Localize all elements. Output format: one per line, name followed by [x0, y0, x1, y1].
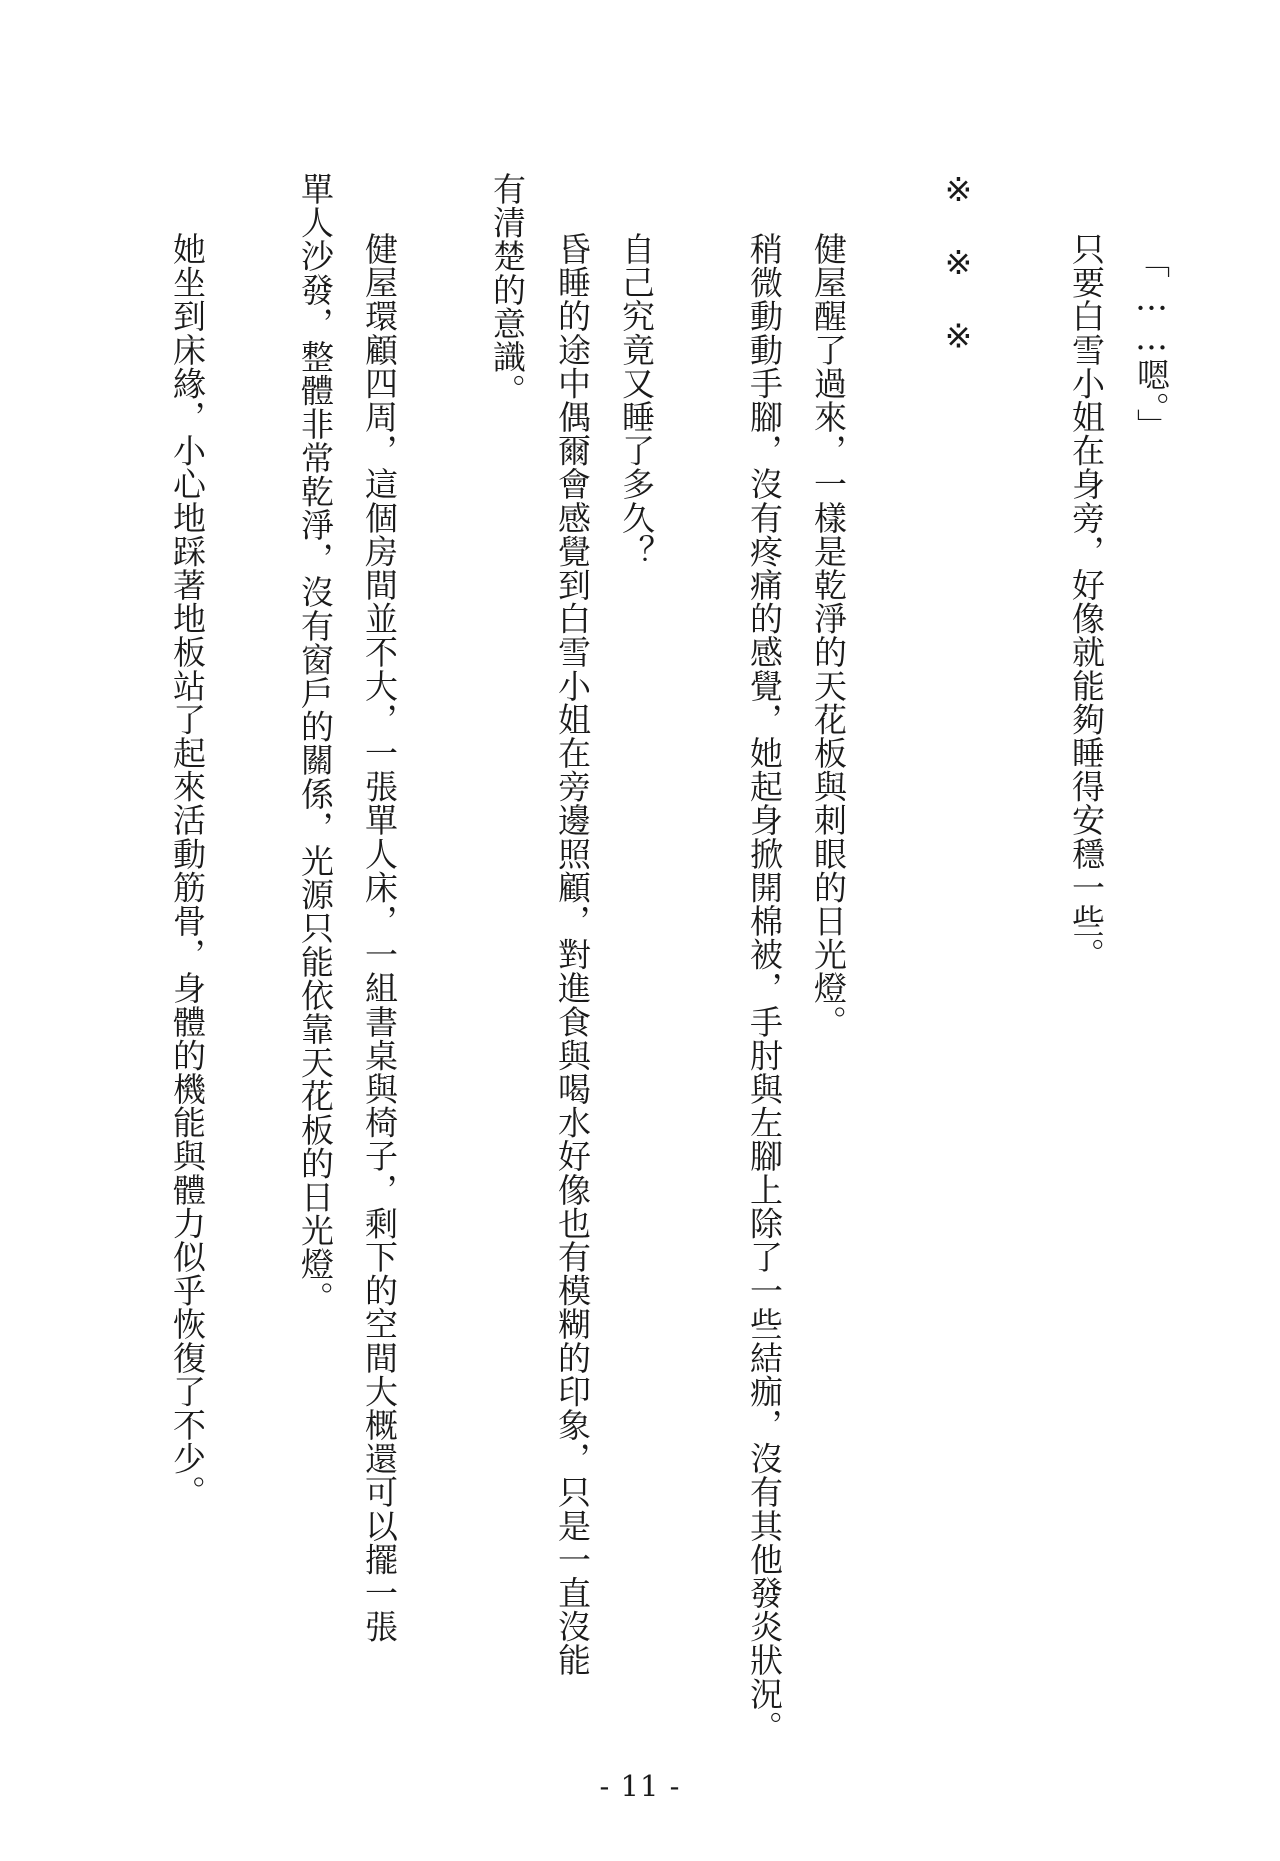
text-column-10: 單人沙發，整體非常乾淨，沒有窗戶的關係，光源只能依靠天花板的日光燈。 [296, 172, 335, 1315]
text-column-9: 健屋環顧四周，這個房間並不大，一張單人床，一組書桌與椅子，剩下的空間大概還可以擺一張 [360, 232, 399, 1644]
text-column-11: 她坐到床緣，小心地踩著地板站了起來活動筋骨，身體的機能與體力似乎恢復了不少。 [168, 232, 207, 1509]
text-column-1: 「……嗯。」 [1132, 245, 1171, 443]
text-column-6: 自己究竟又睡了多久？ [617, 232, 656, 568]
scene-break: ※ ※ ※ [939, 170, 978, 356]
text-column-2: 只要白雪小姐在身旁，好像就能夠睡得安穩一些。 [1067, 232, 1106, 972]
text-column-5: 稍微動動手腳，沒有疼痛的感覺，她起身掀開棉被，手肘與左腳上除了一些結痂，沒有其他發炎狀況。 [745, 232, 784, 1744]
text-column-7: 昏睡的途中偶爾會感覺到白雪小姐在旁邊照顧，對進食與喝水好像也有模糊的印象，只是一直沒能 [553, 232, 592, 1677]
text-column-8: 有清楚的意識。 [488, 172, 527, 408]
text-column-4: 健屋醒了過來，一樣是乾淨的天花板與刺眼的日光燈。 [809, 232, 848, 1039]
page-number: - 11 - [599, 1769, 681, 1803]
